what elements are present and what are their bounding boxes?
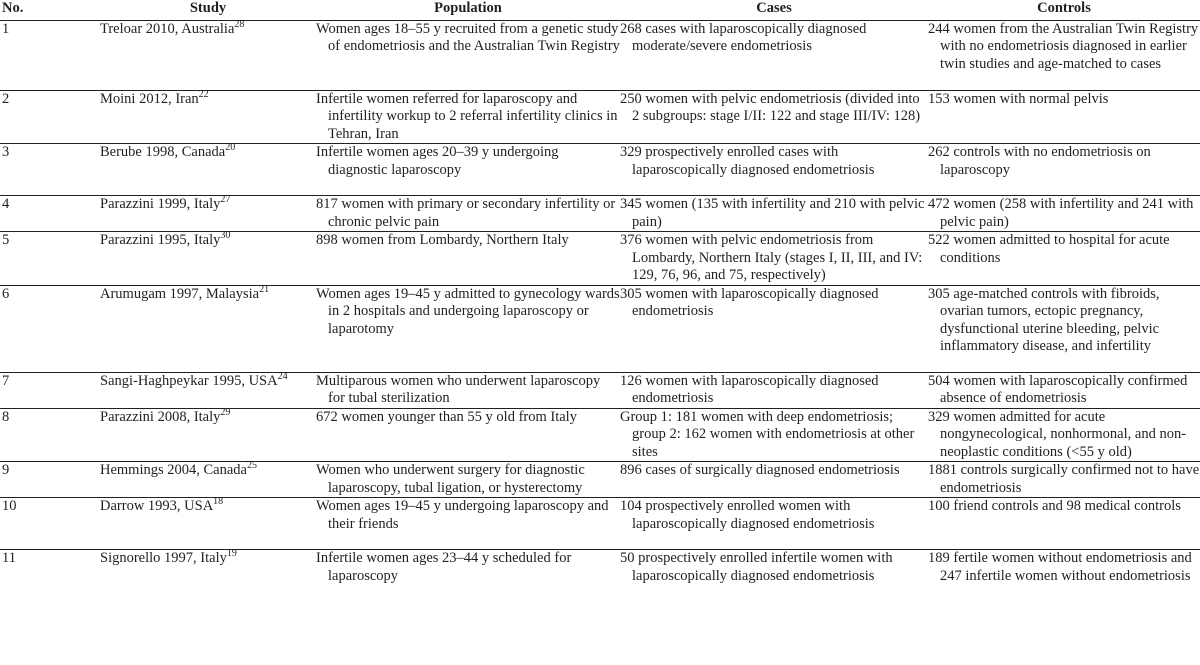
cell-cases: 250 women with pelvic endometriosis (divided into 2 subgroups: stage I/II: 122 and stage III/IV: 128) bbox=[620, 90, 928, 144]
table-row bbox=[0, 498, 1200, 550]
cell-no: 7 bbox=[0, 372, 100, 408]
cell-study bbox=[100, 90, 316, 144]
cell-controls: 329 women admitted for acute nongynecological, nonhormonal, and non-neoplastic conditions (<55 y old) bbox=[928, 408, 1200, 462]
cell-population: Women ages 19–45 y admitted to gynecology wards in 2 hospitals and undergoing laparoscopy or laparotomy bbox=[316, 285, 620, 372]
table-row bbox=[0, 550, 1200, 602]
cell-controls: 472 women (258 with infertility and 241 with pelvic pain) bbox=[928, 196, 1200, 232]
study-name: Berube 1998, Canada bbox=[100, 144, 226, 160]
cell-study bbox=[100, 372, 316, 408]
table-row bbox=[0, 462, 1200, 498]
cell-controls: 189 fertile women without endometriosis and 247 infertile women without endometriosis bbox=[928, 550, 1192, 584]
table-header-row bbox=[0, 0, 1200, 20]
header-study: Study bbox=[100, 0, 316, 20]
cell-controls: 305 age-matched controls with fibroids, ovarian tumors, ectopic pregnancy, dysfunctional uterine bleeding, pelvic inflammatory disease, and infertility bbox=[928, 285, 1200, 372]
reference-number: 20 bbox=[225, 142, 236, 154]
header-cases: Cases bbox=[620, 0, 928, 20]
study-name: Signorello 1997, Italy bbox=[100, 550, 227, 566]
table-row bbox=[0, 144, 1200, 196]
header-controls: Controls bbox=[928, 0, 1200, 20]
reference-number: 25 bbox=[247, 460, 257, 472]
cell-study bbox=[100, 196, 316, 232]
cell-no: 4 bbox=[0, 196, 100, 232]
reference-number: 18 bbox=[213, 496, 224, 508]
cell-controls: 153 women with normal pelvis bbox=[928, 90, 1200, 144]
table-row bbox=[0, 285, 1200, 372]
study-name: Parazzini 2008, Italy bbox=[100, 408, 221, 425]
cell-study bbox=[100, 408, 316, 462]
cell-no: 11 bbox=[2, 550, 16, 566]
cell-cases: 104 prospectively enrolled women with laparoscopically diagnosed endometriosis bbox=[620, 498, 928, 550]
reference-number: 24 bbox=[277, 370, 288, 382]
cell-cases: 329 prospectively enrolled cases with laparoscopically diagnosed endometriosis bbox=[620, 144, 928, 196]
cell-controls: 100 friend controls and 98 medical controls bbox=[928, 498, 1200, 550]
study-name: Sangi-Haghpeykar 1995, USA bbox=[100, 372, 278, 389]
cell-study bbox=[100, 462, 316, 498]
study-name: Hemmings 2004, Canada bbox=[100, 462, 247, 478]
cell-controls: 244 women from the Australian Twin Registry with no endometriosis diagnosed in earlier twin studies and age-matched to cases bbox=[928, 20, 1200, 90]
cell-study bbox=[100, 20, 316, 90]
cell-study bbox=[100, 498, 316, 550]
table-row bbox=[0, 372, 1200, 408]
cell-cases: 126 women with laparoscopically diagnosed endometriosis bbox=[620, 372, 928, 408]
cell-no: 1 bbox=[0, 20, 100, 90]
cell-study bbox=[100, 285, 316, 372]
cell-no: 9 bbox=[0, 462, 100, 498]
cell-population: Women who underwent surgery for diagnostic laparoscopy, tubal ligation, or hysterectomy bbox=[316, 462, 620, 498]
header-no: No. bbox=[0, 0, 100, 20]
study-name: Treloar 2010, Australia bbox=[100, 20, 235, 37]
table-row bbox=[0, 90, 1200, 144]
cell-cases: 268 cases with laparoscopically diagnosed moderate/severe endometriosis bbox=[620, 20, 928, 90]
reference-number: 28 bbox=[234, 18, 245, 30]
cell-no: 10 bbox=[0, 498, 100, 550]
study-name: Arumugam 1997, Malaysia bbox=[100, 285, 260, 302]
table-row bbox=[0, 408, 1200, 462]
cell-controls: 1881 controls surgically confirmed not to have endometriosis bbox=[928, 462, 1200, 496]
cell-population: 817 women with primary or secondary infertility or chronic pelvic pain bbox=[316, 196, 620, 232]
table-row bbox=[0, 20, 1200, 90]
cell-study bbox=[100, 144, 316, 196]
reference-number: 30 bbox=[220, 230, 231, 242]
cell-population: Infertile women referred for laparoscopy and infertility workup to 2 referral infertility clinics in Tehran, Iran bbox=[316, 90, 620, 144]
cell-no: 2 bbox=[0, 90, 100, 144]
cell-cases: 896 cases of surgically diagnosed endometriosis bbox=[620, 462, 928, 498]
reference-number: 22 bbox=[198, 88, 209, 100]
reference-number: 19 bbox=[226, 548, 237, 560]
cell-population: Infertile women ages 20–39 y undergoing diagnostic laparoscopy bbox=[316, 144, 620, 196]
reference-number: 21 bbox=[259, 283, 270, 295]
table-row bbox=[0, 232, 1200, 286]
cell-no: 3 bbox=[0, 144, 100, 196]
cell-study bbox=[100, 232, 316, 286]
reference-number: 29 bbox=[220, 406, 231, 418]
cell-cases: Group 1: 181 women with deep endometriosis; group 2: 162 women with endometriosis at other sites bbox=[620, 408, 928, 462]
cell-study bbox=[100, 550, 316, 602]
cell-population: Women ages 18–55 y recruited from a genetic study of endometriosis and the Australian Twin Registry bbox=[316, 20, 620, 90]
study-name: Darrow 1993, USA bbox=[100, 498, 214, 514]
cell-no: 5 bbox=[0, 232, 100, 286]
cell-cases: 50 prospectively enrolled infertile women with laparoscopically diagnosed endometriosis bbox=[620, 550, 893, 584]
cell-population: Multiparous women who underwent laparoscopy for tubal sterilization bbox=[316, 372, 620, 408]
table-row bbox=[0, 196, 1200, 232]
cell-population: 672 women younger than 55 y old from Italy bbox=[316, 408, 620, 462]
reference-number: 27 bbox=[220, 194, 231, 206]
study-name: Moini 2012, Iran bbox=[100, 90, 199, 107]
header-population: Population bbox=[316, 0, 620, 20]
cell-cases: 305 women with laparoscopically diagnosed endometriosis bbox=[620, 285, 928, 372]
study-name: Parazzini 1995, Italy bbox=[100, 232, 221, 248]
cell-population: 898 women from Lombardy, Northern Italy bbox=[316, 232, 620, 286]
cell-cases: 376 women with pelvic endometriosis from Lombardy, Northern Italy (stages I, II, III, and IV: 129, 76, 96, and 75, respectively) bbox=[620, 232, 928, 286]
cell-cases: 345 women (135 with infertility and 210 with pelvic pain) bbox=[620, 196, 928, 232]
cell-controls: 522 women admitted to hospital for acute conditions bbox=[928, 232, 1200, 286]
cell-no: 8 bbox=[0, 408, 100, 462]
cell-no: 6 bbox=[0, 285, 100, 372]
study-name: Parazzini 1999, Italy bbox=[100, 196, 221, 212]
cell-controls: 262 controls with no endometriosis on laparoscopy bbox=[928, 144, 1200, 196]
cell-population: Infertile women ages 23–44 y scheduled for laparoscopy bbox=[316, 550, 572, 584]
cell-population: Women ages 19–45 y undergoing laparoscopy and their friends bbox=[316, 498, 620, 550]
cell-controls: 504 women with laparoscopically confirmed absence of endometriosis bbox=[928, 372, 1200, 408]
